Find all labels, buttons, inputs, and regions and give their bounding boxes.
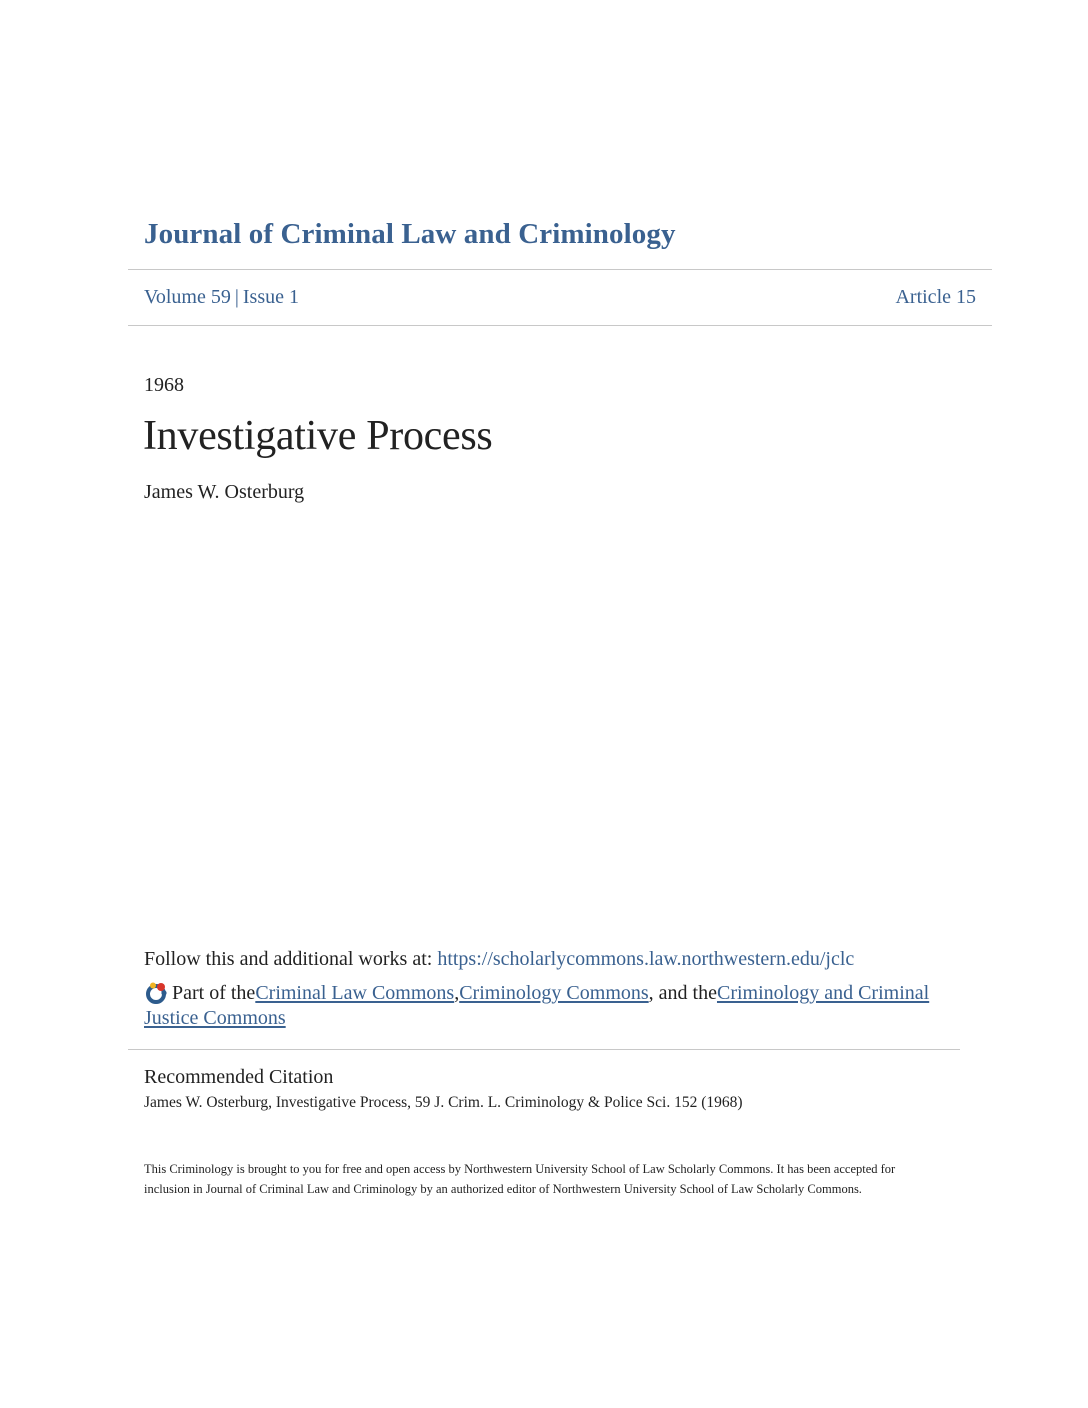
publication-year: 1968: [144, 374, 184, 396]
part-of-line: [144, 981, 929, 1005]
follow-line: [144, 948, 854, 971]
issue-link[interactable]: Issue 1: [242, 286, 299, 308]
article-number: Article 15: [895, 286, 976, 308]
part-of-and-the: , and the: [648, 981, 717, 1004]
citation-text: James W. Osterburg, Investigative Process, 59 J. Crim. L. Criminology & Police Sci. 152 (1968): [144, 1094, 743, 1111]
criminology-commons-link[interactable]: Criminology Commons: [459, 981, 649, 1004]
divider-citation: [128, 1049, 960, 1050]
criminology-criminal-justice-commons-link[interactable]: Criminology and Criminal: [716, 981, 930, 1004]
divider-middle: [128, 325, 992, 326]
commons-network-icon: [144, 981, 168, 1005]
part-of-comma: ,: [454, 981, 460, 1004]
follow-prefix: Follow this and additional works at:: [144, 948, 438, 970]
divider-top: [128, 269, 992, 270]
part-of-prefix: Part of the: [172, 981, 256, 1004]
volume-issue-row: [144, 286, 299, 309]
paper-author: James W. Osterburg: [144, 481, 305, 503]
criminology-criminal-justice-commons-link-continued[interactable]: Justice Commons: [144, 1007, 286, 1029]
citation-heading: Recommended Citation: [144, 1066, 334, 1088]
criminal-law-commons-link[interactable]: Criminal Law Commons: [255, 981, 455, 1004]
follow-url-link[interactable]: https://scholarlycommons.law.northwestern.edu/jclc: [437, 948, 855, 970]
access-notice: This Criminology is brought to you for free and open access by Northwestern University School of Law Scholarly Commons. It has been accepted for inclusion in Journal of Criminal Law and Criminology by an authorized editor of Northwestern University School of Law Scholarly Commons.: [144, 1162, 896, 1196]
volume-link[interactable]: Volume 59: [144, 286, 231, 308]
journal-title[interactable]: Journal of Criminal Law and Criminology: [144, 218, 676, 250]
part-of-line-continued: [144, 1007, 286, 1030]
paper-title: Investigative Process: [143, 413, 493, 459]
volume-issue-separator: |: [234, 286, 239, 308]
